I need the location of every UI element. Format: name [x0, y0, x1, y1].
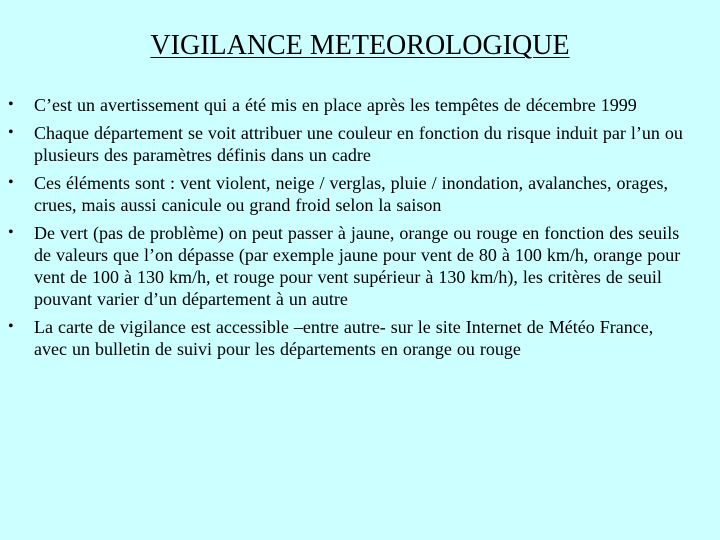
bullet-list	[0, 94, 720, 366]
bullet-text: Ces éléments sont : vent violent, neige / verglas, pluie / inondation, avalanches, orages, crues, mais aussi canicule ou grand froid selon la saison	[34, 173, 669, 215]
bullet-marker: •	[8, 318, 14, 335]
bullet-text: Chaque département se voit attribuer une couleur en fonction du risque induit par l’un ou plusieurs des paramètres définis dans un cadre	[34, 123, 683, 165]
bullet-marker: •	[8, 174, 14, 191]
bullet-text: La carte de vigilance est accessible –entre autre- sur le site Internet de Météo France, avec un bulletin de suivi pour les départements en orange ou rouge	[34, 317, 654, 359]
bullet-item	[0, 222, 720, 310]
bullet-item	[0, 172, 720, 216]
slide-title: VIGILANCE METEOROLOGIQUE	[150, 30, 570, 61]
bullet-text: C’est un avertissement qui a été mis en place après les tempêtes de décembre 1999	[34, 95, 637, 115]
bullet-marker: •	[8, 124, 14, 141]
bullet-text: De vert (pas de problème) on peut passer à jaune, orange ou rouge en fonction des seuils de valeurs que l’on dépasse (par exemple jaune pour vent de 80 à 100 km/h, orange pour vent de 100 à 130 km/h, et rouge pour vent supérieur à 130 km/h), les critères de seuil pouvant varier d’un département à un autre	[34, 223, 681, 309]
bullet-marker: •	[8, 96, 14, 113]
bullet-item	[0, 316, 720, 360]
bullet-item	[0, 94, 720, 116]
bullet-marker: •	[8, 224, 14, 241]
bullet-item	[0, 122, 720, 166]
